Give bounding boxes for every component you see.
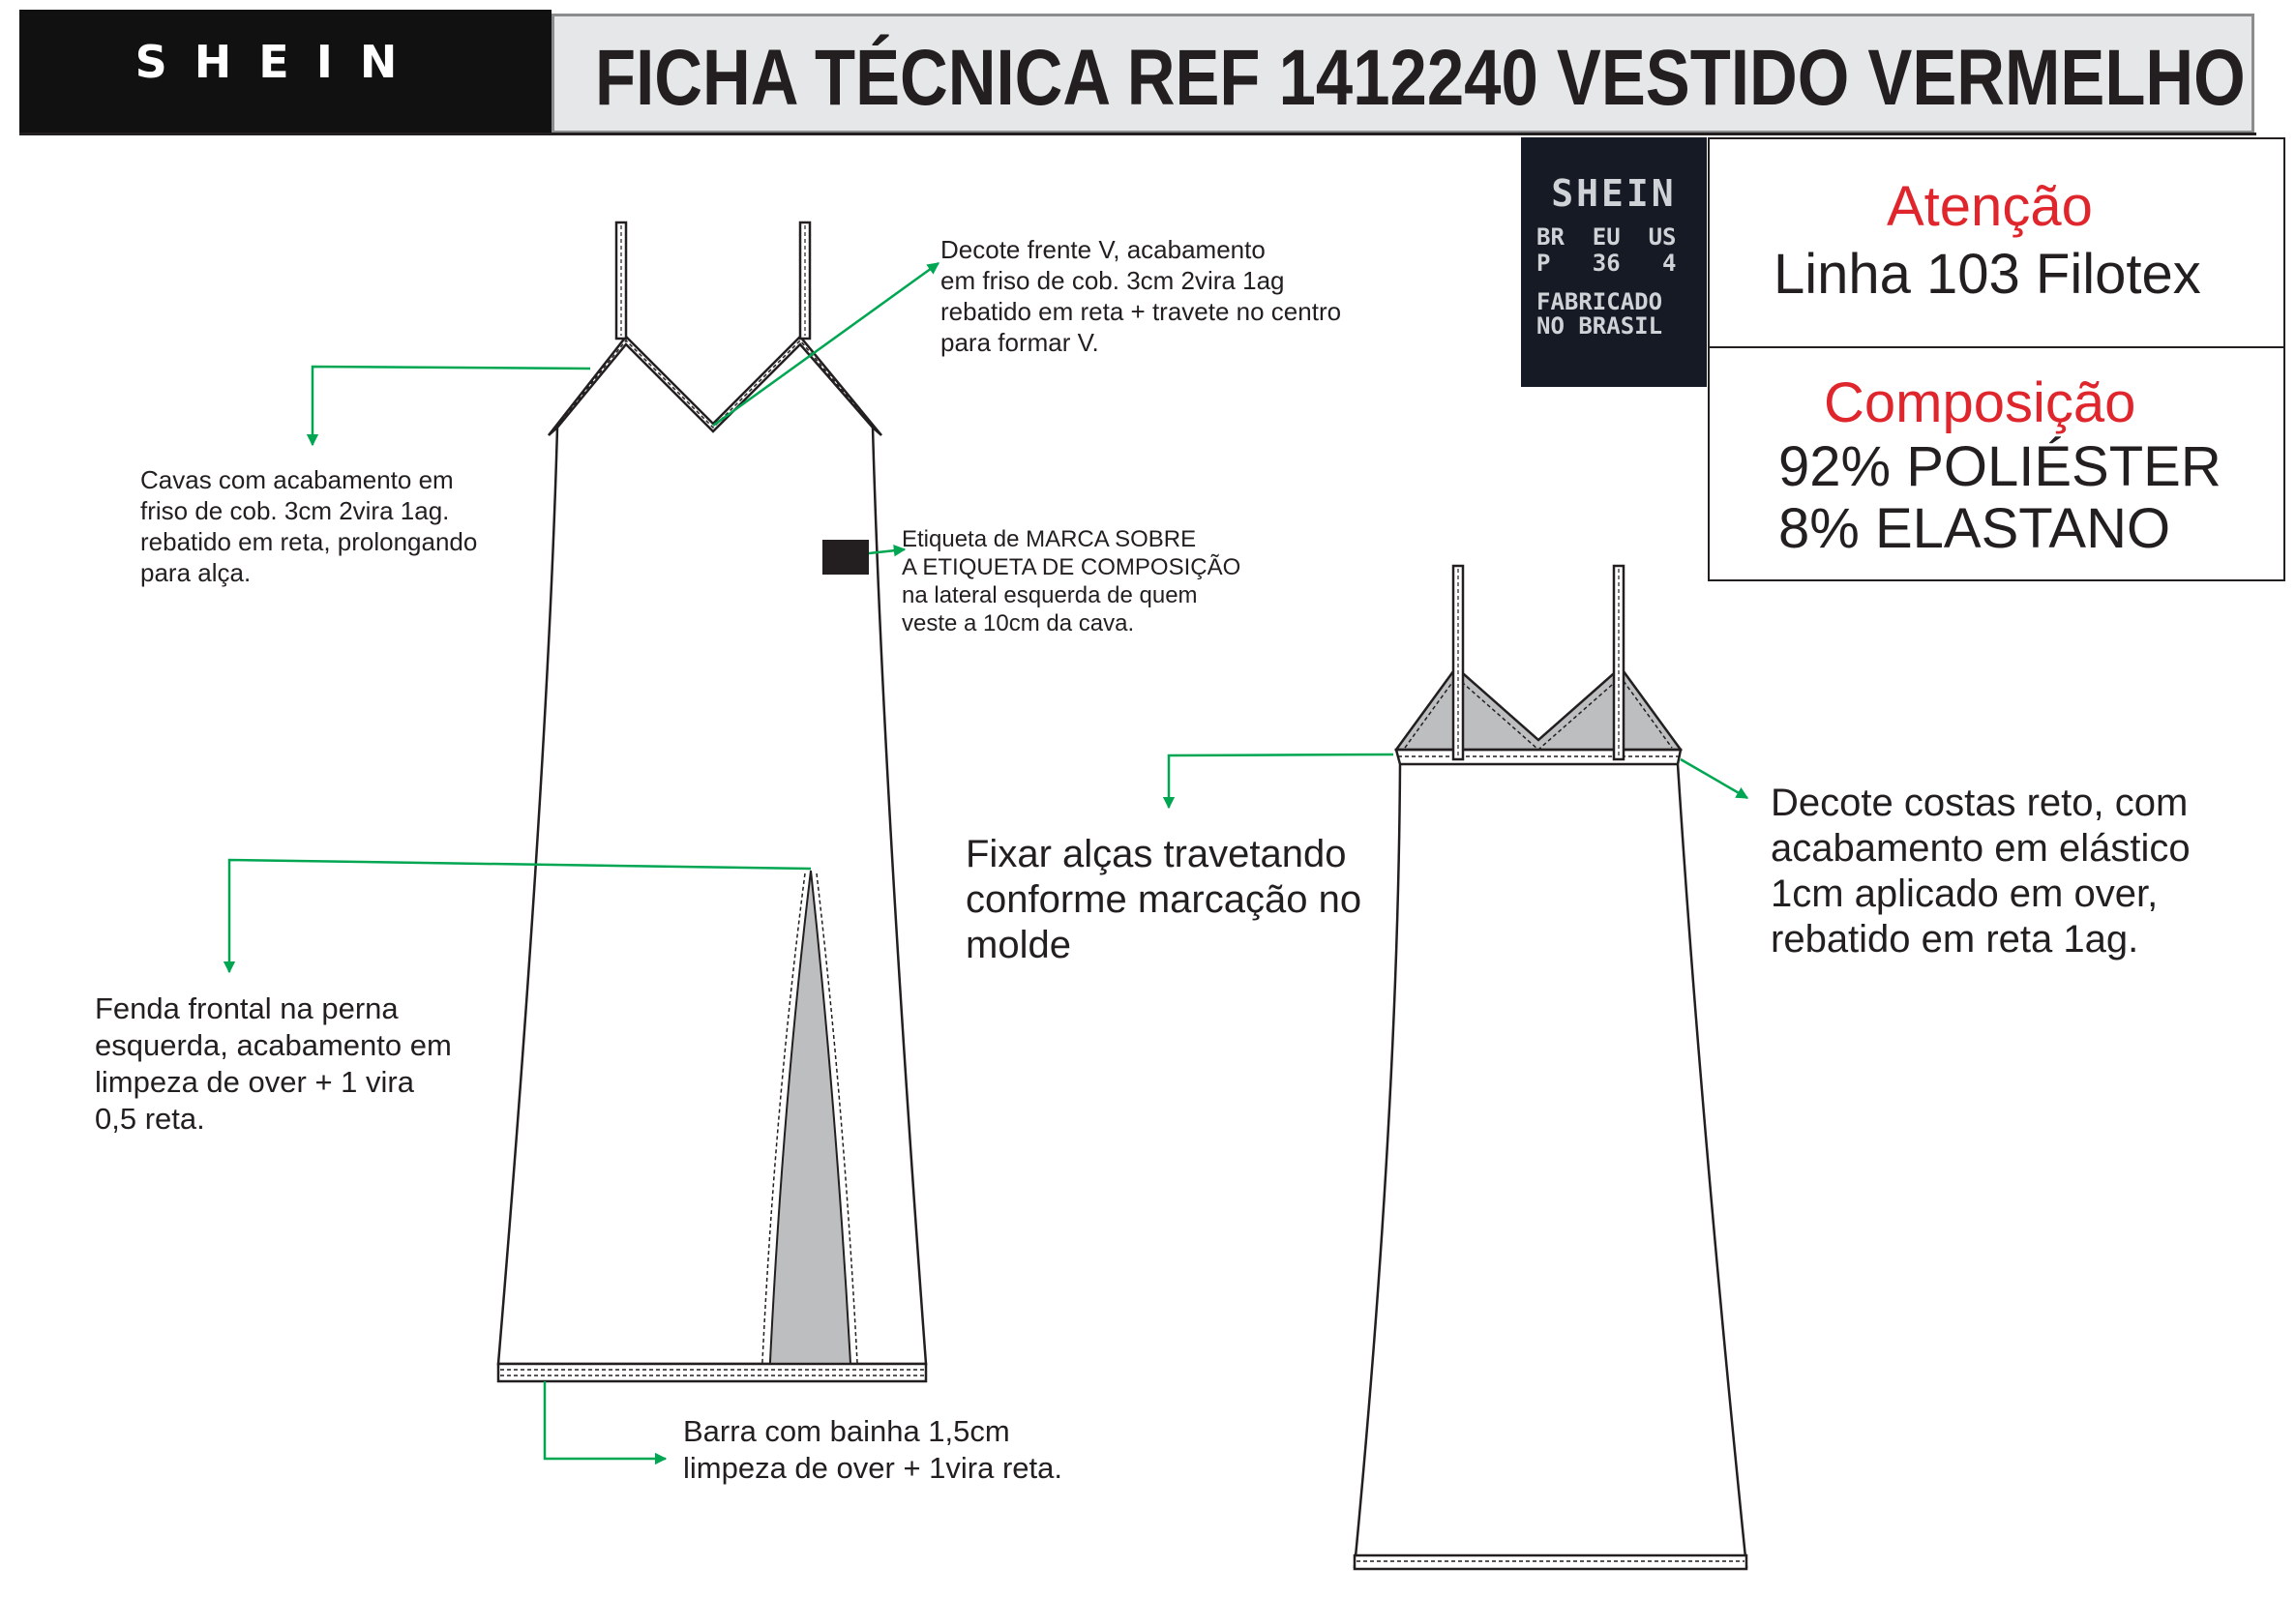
note-line: para formar V.: [940, 328, 1099, 357]
arrow-hem: [545, 1381, 666, 1459]
note-line: rebatido em reta + travete no centro: [940, 297, 1342, 326]
note-line: Decote frente V, acabamento: [940, 235, 1266, 264]
label-brand: SHEIN: [1551, 172, 1677, 215]
note-line: conforme marcação no: [966, 878, 1362, 921]
note-line: friso de cob. 3cm 2vira 1ag.: [140, 496, 450, 525]
brand-logo: SHEIN: [134, 36, 425, 88]
page-title: FICHA TÉCNICA REF 1412240 VESTIDO VERMELHO: [595, 34, 2246, 122]
front-dress-drawing: [498, 222, 926, 1381]
composition-title: Composição: [1824, 371, 2136, 434]
note-line: limpeza de over + 1 vira: [95, 1065, 414, 1099]
note-line: para alça.: [140, 558, 252, 587]
note-line: Cavas com acabamento em: [140, 465, 454, 494]
back-dress-drawing: [1355, 566, 1746, 1569]
label-made-in-1: FABRICADO: [1536, 288, 1663, 315]
note-line: Fixar alças travetando: [966, 833, 1347, 875]
note-line: Barra com bainha 1,5cm: [683, 1414, 1010, 1448]
note-line: rebatido em reta, prolongando: [140, 527, 478, 556]
note-neckline-front: [940, 234, 1341, 358]
label-sizes-values: P 36 4: [1536, 250, 1677, 277]
note-armholes: [140, 464, 477, 588]
arrow-straps: [1169, 754, 1393, 808]
note-line: na lateral esquerda de quem: [902, 582, 1198, 608]
composition-line-1: 92% POLIÉSTER: [1778, 435, 2221, 498]
composition-line-2: 8% ELASTANO: [1778, 497, 2171, 560]
note-line: veste a 10cm da cava.: [902, 610, 1135, 636]
attention-text: Linha 103 Filotex: [1774, 243, 2201, 306]
note-line: rebatido em reta 1ag.: [1771, 918, 2139, 961]
note-line: acabamento em elástico: [1771, 827, 2191, 870]
note-slit: [95, 991, 452, 1138]
attention-title: Atenção: [1887, 175, 2093, 238]
note-line: 1cm aplicado em over,: [1771, 872, 2159, 915]
note-line: em friso de cob. 3cm 2vira 1ag: [940, 266, 1285, 295]
arrow-neckline-back: [1681, 759, 1747, 798]
note-brand-label: [902, 525, 1240, 637]
note-line: Decote costas reto, com: [1771, 782, 2189, 824]
note-hem: [683, 1413, 1062, 1487]
note-line: A ETIQUETA DE COMPOSIÇÃO: [902, 554, 1241, 580]
note-line: limpeza de over + 1vira reta.: [683, 1451, 1062, 1485]
label-made-in-2: NO BRASIL: [1536, 312, 1663, 340]
arrow-armhole: [313, 367, 590, 445]
note-line: molde: [966, 924, 1071, 966]
note-line: 0,5 reta.: [95, 1102, 205, 1136]
note-line: esquerda, acabamento em: [95, 1028, 452, 1062]
label-sizes-header: BR EU US: [1536, 223, 1677, 251]
brand-label-block: [822, 540, 869, 575]
arrow-neckline-front: [713, 263, 939, 426]
note-line: Etiqueta de MARCA SOBRE: [902, 526, 1197, 552]
note-line: Fenda frontal na perna: [95, 991, 399, 1025]
note-straps: [966, 832, 1361, 968]
note-neckline-back: [1771, 781, 2191, 962]
